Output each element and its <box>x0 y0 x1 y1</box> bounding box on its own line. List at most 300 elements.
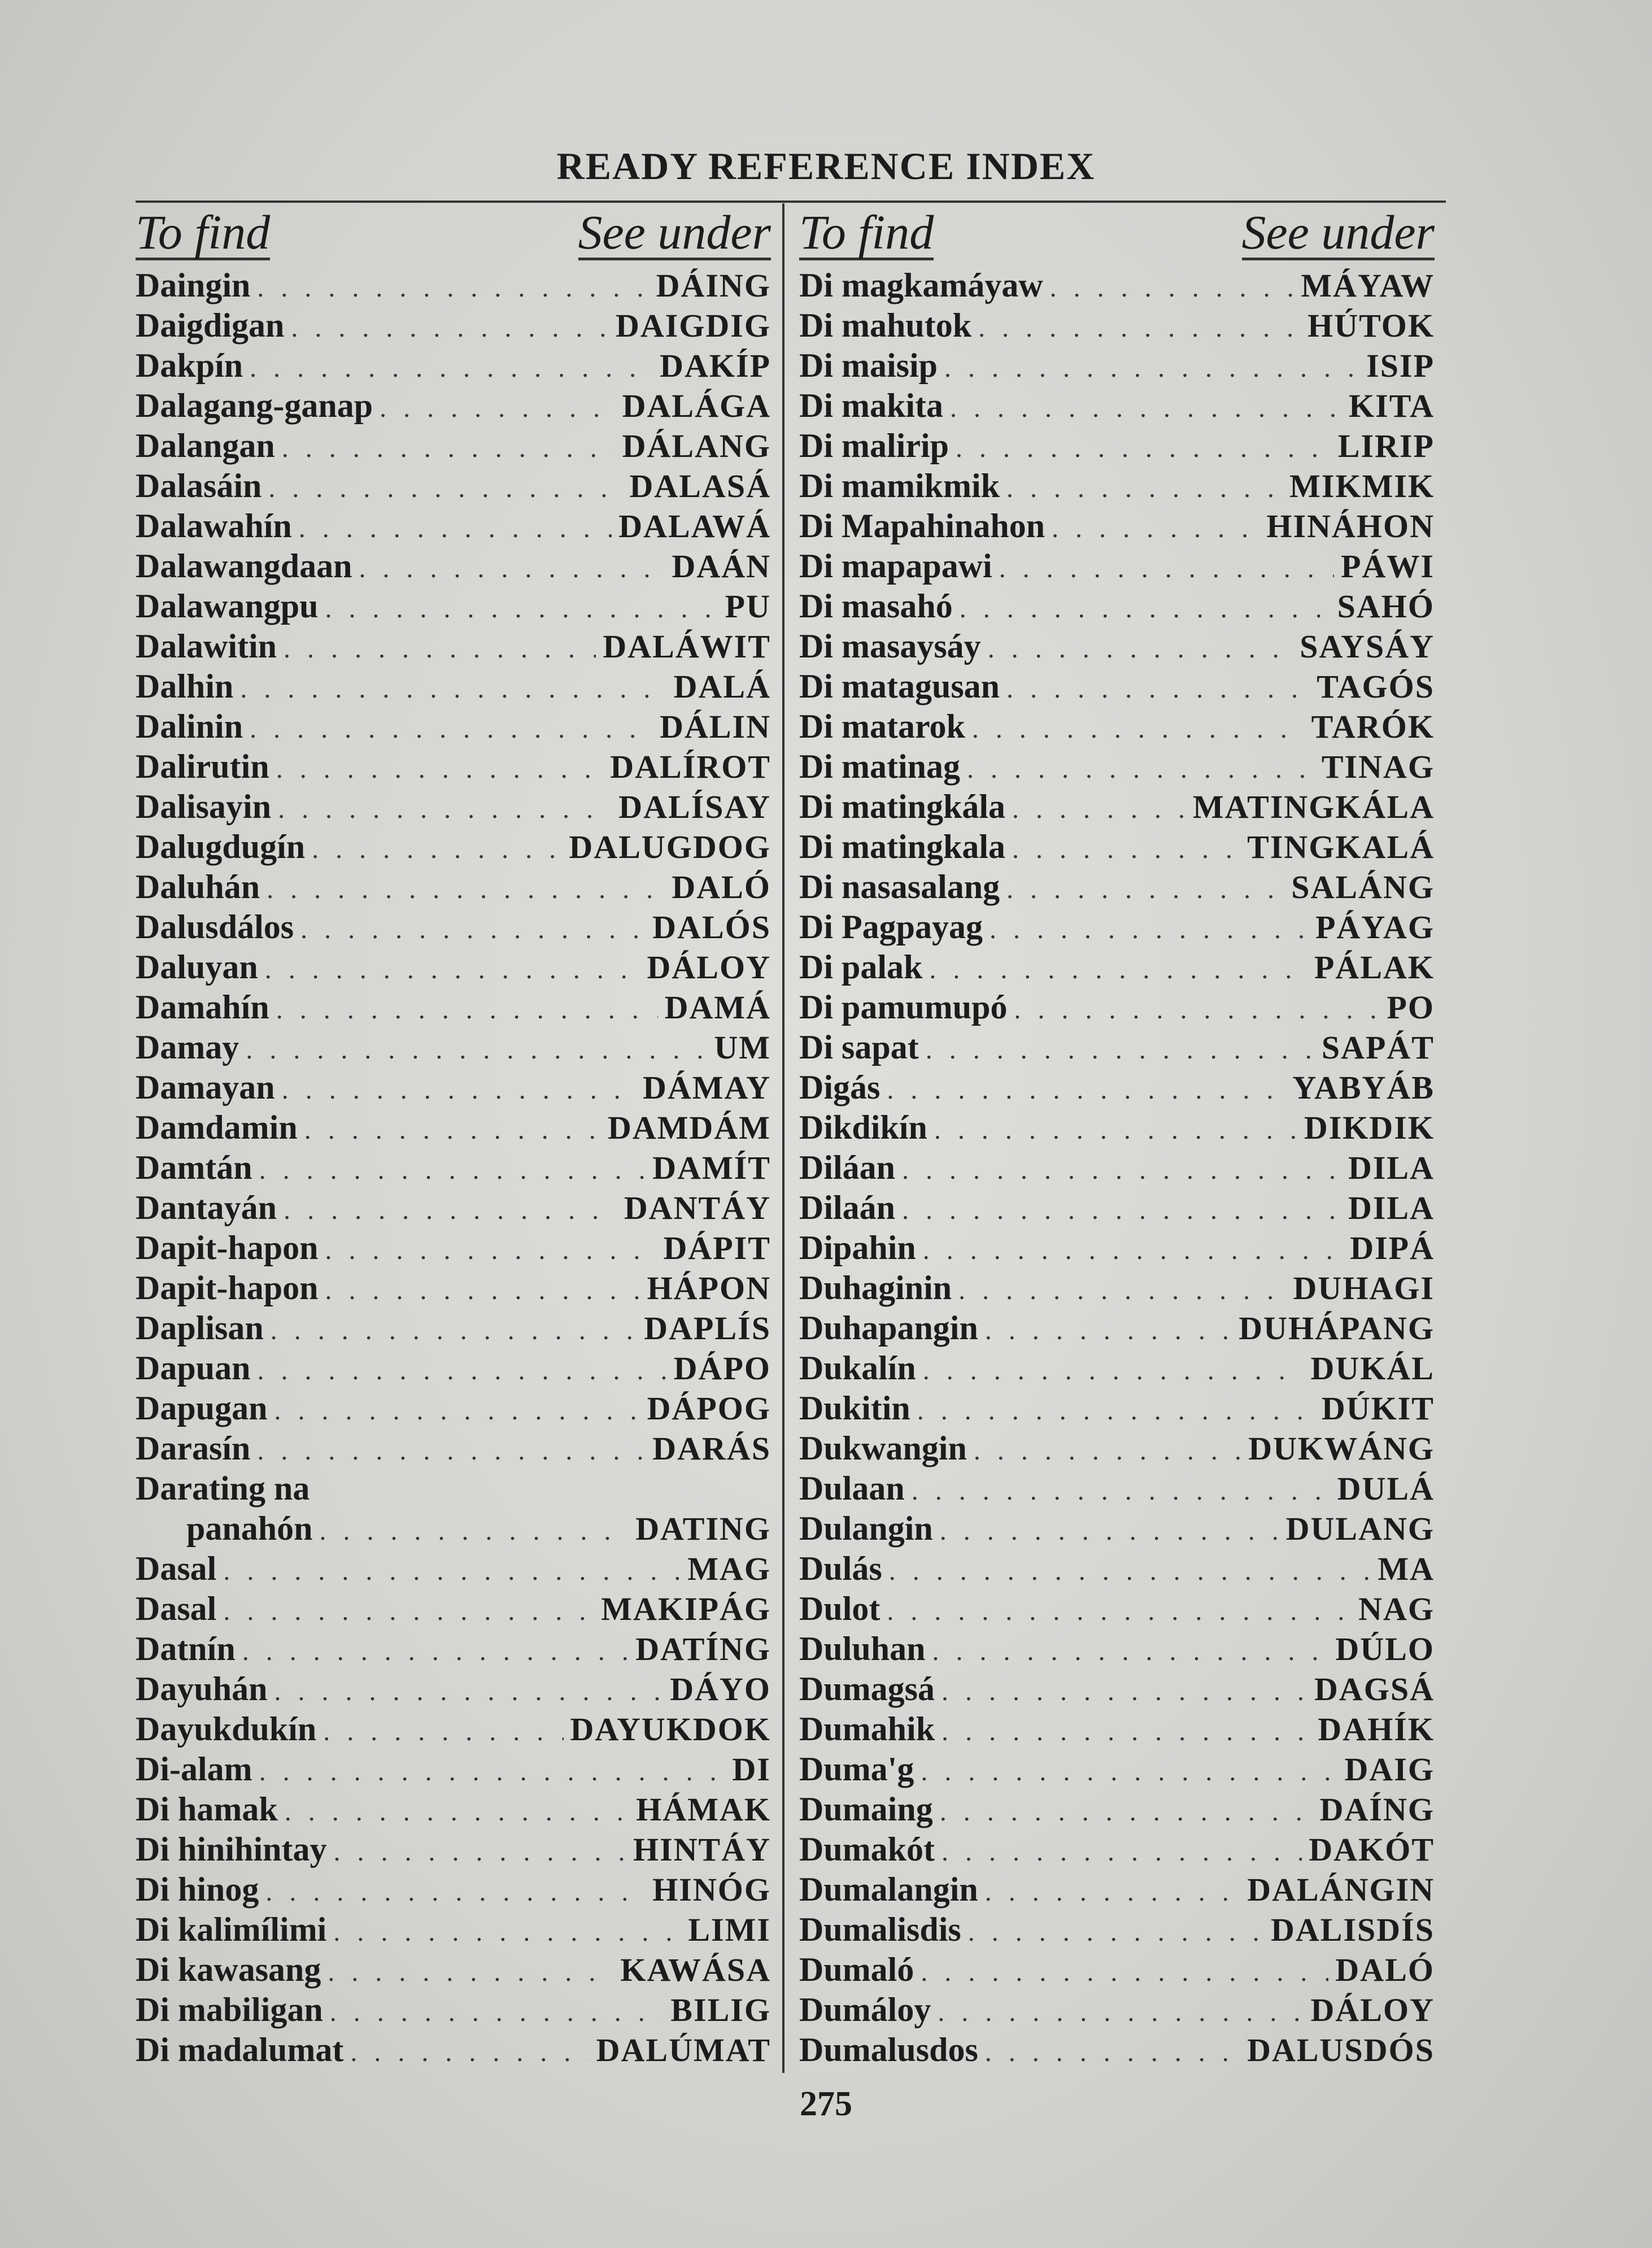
index-entry <box>136 666 777 707</box>
entry-term: Damdamin <box>136 1109 298 1146</box>
entry-term: Dumaing <box>799 1790 933 1828</box>
index-entry <box>799 1027 1440 1068</box>
leader-dots <box>967 749 1315 789</box>
entry-reference: KAWÁSA <box>620 1951 771 1988</box>
leader-dots <box>300 909 646 949</box>
entry-term: Di maisip <box>799 347 938 384</box>
entry-reference: DÁPO <box>673 1350 771 1387</box>
left-entry-list <box>136 265 777 2070</box>
entry-reference: DÁLIN <box>660 708 771 745</box>
index-entry <box>136 1950 777 1990</box>
index-entry <box>136 1027 777 1068</box>
leader-dots <box>985 1310 1232 1350</box>
index-entry <box>136 1108 777 1148</box>
leader-dots <box>268 468 622 508</box>
entry-reference: DUHÁPANG <box>1239 1310 1435 1347</box>
entry-reference: DULÁ <box>1337 1470 1435 1507</box>
index-entry <box>136 1348 777 1388</box>
leader-dots <box>968 1912 1264 1952</box>
leader-dots <box>278 789 612 829</box>
entry-reference: DÚLO <box>1335 1631 1435 1667</box>
entry-reference: NAG <box>1358 1591 1435 1627</box>
entry-reference: TINGKALÁ <box>1247 829 1435 865</box>
entry-term: Dulangin <box>799 1510 933 1547</box>
entry-term: Dumahik <box>799 1710 935 1748</box>
entry-reference: SALÁNG <box>1291 869 1435 905</box>
index-entry <box>136 1709 777 1749</box>
entry-term: Di masahó <box>799 587 953 625</box>
index-entry <box>799 426 1440 466</box>
index-entry <box>799 1549 1440 1589</box>
entry-reference: SAPÁT <box>1321 1029 1435 1066</box>
entry-reference: PÁLAK <box>1314 949 1435 986</box>
index-entry <box>799 947 1440 987</box>
entry-reference: DALÁWIT <box>603 628 771 665</box>
index-entry <box>799 1629 1440 1669</box>
entry-term: Dalangan <box>136 427 275 464</box>
index-entry <box>136 2030 777 2070</box>
leader-dots <box>958 1270 1286 1310</box>
entry-reference: KITA <box>1349 387 1435 424</box>
index-entry <box>136 1749 777 1789</box>
entry-term: Di Mapahinahon <box>799 507 1045 544</box>
entry-term: Di hinog <box>136 1871 259 1908</box>
entry-reference: DALÁ <box>673 668 771 705</box>
index-entry <box>799 1268 1440 1308</box>
entry-reference: DAIGDIG <box>615 307 771 344</box>
leader-dots <box>223 1591 594 1631</box>
entry-term: Dapit-hapon <box>136 1269 319 1306</box>
entry-reference: DALASÁ <box>629 468 771 504</box>
entry-term: panahón <box>186 1510 313 1547</box>
entry-reference: DAKÍP <box>660 347 771 384</box>
index-entry <box>799 907 1440 947</box>
leader-dots <box>276 749 604 789</box>
leader-dots <box>259 1752 726 1792</box>
leader-dots <box>923 1230 1343 1270</box>
leader-dots <box>223 1551 681 1591</box>
entry-term: Daplisan <box>136 1309 264 1347</box>
index-entry <box>799 2030 1440 2070</box>
leader-dots <box>284 629 596 669</box>
entry-reference: DALÁGA <box>622 387 771 424</box>
entry-term: Dalawangpu <box>136 587 319 625</box>
leader-dots <box>889 1551 1371 1591</box>
entry-term: Di mahutok <box>799 307 972 344</box>
index-entry <box>136 707 777 747</box>
leader-dots <box>271 1310 638 1350</box>
index-entry <box>136 1228 777 1268</box>
leader-dots <box>950 388 1342 428</box>
entry-reference: DALÍROT <box>610 748 771 785</box>
index-entry <box>136 787 777 827</box>
to-find-header: To find <box>799 207 934 260</box>
entry-term: Darating na <box>136 1470 310 1507</box>
entry-term: Darasín <box>136 1430 251 1467</box>
entry-term: Daigdigan <box>136 307 285 344</box>
leader-dots <box>999 548 1334 589</box>
entry-term: Dapit-hapon <box>136 1229 319 1266</box>
leader-dots <box>956 428 1331 468</box>
entry-reference: DAYUKDOK <box>570 1711 771 1748</box>
entry-term: Dulaan <box>799 1470 905 1507</box>
leader-dots <box>974 1431 1241 1471</box>
index-entry <box>136 586 777 626</box>
leader-dots <box>934 1110 1297 1150</box>
entry-reference: LIMI <box>688 1911 771 1948</box>
index-entry <box>136 546 777 586</box>
entry-reference: HINTÁY <box>633 1831 771 1868</box>
leader-dots <box>902 1150 1341 1190</box>
entry-reference: DÁPOG <box>647 1390 771 1427</box>
leader-dots <box>938 1992 1304 2032</box>
entry-term: Diláan <box>799 1149 896 1186</box>
leader-dots <box>1006 869 1284 909</box>
entry-reference: DÁING <box>656 267 771 304</box>
index-entry <box>799 1829 1440 1870</box>
entry-term: Dalawitin <box>136 628 277 665</box>
leader-dots <box>325 1230 656 1270</box>
leader-dots <box>941 1671 1307 1711</box>
entry-term: Dumagsá <box>799 1670 935 1707</box>
entry-term: Di mamikmik <box>799 467 1000 504</box>
leader-dots <box>972 709 1305 749</box>
entry-term: Dapugan <box>136 1389 268 1427</box>
entry-term: Damtán <box>136 1149 252 1186</box>
entry-term: Dayukdukín <box>136 1710 317 1748</box>
index-entry <box>136 1469 777 1509</box>
left-column-header <box>136 203 777 265</box>
entry-term: Di matagusan <box>799 668 1000 705</box>
leader-dots <box>887 1591 1352 1631</box>
entry-term: Dasal <box>136 1590 217 1627</box>
index-entry <box>136 626 777 666</box>
entry-reference: MAG <box>687 1550 771 1587</box>
entry-reference: HÁMAK <box>636 1791 771 1828</box>
index-entry <box>799 1990 1440 2030</box>
entry-reference: TARÓK <box>1311 708 1435 745</box>
index-entry <box>136 747 777 787</box>
entry-reference: HÁPON <box>647 1270 771 1306</box>
entry-reference: DAKÓT <box>1309 1831 1435 1868</box>
entry-term: Di matingkála <box>799 788 1006 825</box>
entry-reference: PÁWI <box>1341 548 1435 585</box>
entry-reference: DAHÍK <box>1318 1711 1435 1748</box>
entry-term: Di Pagpayag <box>799 908 983 946</box>
entry-term: Dumaló <box>799 1951 914 1988</box>
leader-dots <box>274 1671 663 1711</box>
leader-dots <box>291 308 609 348</box>
leader-dots <box>299 508 612 548</box>
index-entry <box>799 466 1440 506</box>
entry-reference: DALUSDÓS <box>1247 2032 1435 2068</box>
entry-reference: DÁYO <box>670 1671 771 1707</box>
entry-reference: SAHÓ <box>1337 588 1435 625</box>
entry-reference: DÁLANG <box>622 428 771 464</box>
leader-dots <box>359 548 665 589</box>
entry-term: Duhapangin <box>799 1309 978 1347</box>
leader-dots <box>330 1992 664 2032</box>
entry-reference: DAPLÍS <box>644 1310 771 1347</box>
index-entry <box>799 1469 1440 1509</box>
entry-term: Di nasasalang <box>799 868 1000 905</box>
entry-reference: HÚTOK <box>1307 307 1435 344</box>
entry-reference: DALAWÁ <box>618 508 771 544</box>
entry-reference: HINÓG <box>652 1871 771 1908</box>
index-entry <box>799 546 1440 586</box>
index-entry <box>136 1509 777 1549</box>
index-entry <box>136 1188 777 1228</box>
index-entry <box>136 1910 777 1950</box>
to-find-header: To find <box>136 207 270 260</box>
index-entry <box>799 1749 1440 1789</box>
index-entry <box>799 386 1440 426</box>
entry-reference: DAÍNG <box>1319 1791 1435 1828</box>
leader-dots <box>257 1350 666 1391</box>
right-entry-list <box>799 265 1440 2070</box>
leader-dots <box>923 1350 1304 1391</box>
top-rule <box>136 201 1446 203</box>
index-entry <box>136 1268 777 1308</box>
right-column-header <box>799 203 1440 265</box>
index-entry <box>136 827 777 867</box>
entry-term: Di kalimílimi <box>136 1911 327 1948</box>
entry-reference: DILA <box>1348 1190 1435 1226</box>
index-entry <box>799 827 1440 867</box>
see-under-header: See under <box>578 207 771 260</box>
leader-dots <box>902 1190 1341 1230</box>
see-under-header: See under <box>1242 207 1435 260</box>
entry-term: Dalugdugín <box>136 828 306 865</box>
leader-dots <box>265 1872 646 1912</box>
index-entry <box>799 1188 1440 1228</box>
entry-term: Dumalusdos <box>799 2031 978 2068</box>
index-entry <box>799 1950 1440 1990</box>
index-entry <box>136 1589 777 1629</box>
entry-reference: DAÁN <box>672 548 771 585</box>
entry-term: Dukwangin <box>799 1430 967 1467</box>
index-entry <box>799 867 1440 907</box>
entry-term: Di mabiligan <box>136 1991 323 2028</box>
index-entry <box>799 506 1440 546</box>
leader-dots <box>1012 789 1186 829</box>
leader-dots <box>926 1030 1315 1070</box>
entry-term: Di palak <box>799 948 923 986</box>
index-entry <box>799 787 1440 827</box>
index-entry <box>136 466 777 506</box>
entry-term: Di sapat <box>799 1029 919 1066</box>
index-entry <box>799 1870 1440 1910</box>
page-number: 275 <box>800 2085 852 2123</box>
leader-dots <box>988 629 1293 669</box>
index-entry <box>799 586 1440 626</box>
leader-dots <box>267 869 665 909</box>
entry-reference: DI <box>732 1751 771 1788</box>
entry-reference: YABYÁB <box>1292 1069 1435 1106</box>
entry-term: Duhaginin <box>799 1269 952 1306</box>
leader-dots <box>323 1711 563 1752</box>
entry-term: Dilaán <box>799 1189 896 1226</box>
entry-reference: DALÚMAT <box>596 2032 771 2068</box>
entry-reference: DAMDÁM <box>607 1109 771 1146</box>
index-entry <box>136 386 777 426</box>
leader-dots <box>941 1832 1302 1872</box>
entry-reference: DÁMAY <box>643 1069 771 1106</box>
leader-dots <box>944 348 1359 388</box>
leader-dots <box>328 1952 613 1992</box>
entry-reference: ISIP <box>1366 347 1435 384</box>
leader-dots <box>250 348 653 388</box>
leader-dots <box>941 1711 1311 1752</box>
leader-dots <box>978 308 1301 348</box>
index-entry <box>136 947 777 987</box>
entry-term: Dalirutin <box>136 748 269 785</box>
entry-reference: DULANG <box>1285 1510 1435 1547</box>
index-entry <box>799 1428 1440 1469</box>
index-entry <box>136 306 777 346</box>
entry-term: Dalasáin <box>136 467 262 504</box>
leader-dots <box>960 589 1331 629</box>
leader-dots <box>333 1832 626 1872</box>
entry-term: Dalawahín <box>136 507 292 544</box>
index-entry <box>799 1348 1440 1388</box>
entry-reference: DALÍSAY <box>618 788 771 825</box>
entry-reference: MIKMIK <box>1289 468 1435 504</box>
leader-dots <box>940 1792 1313 1832</box>
index-entry <box>799 1068 1440 1108</box>
entry-reference: DAMÍT <box>652 1149 771 1186</box>
leader-dots <box>333 1912 681 1952</box>
entry-term: Di kawasang <box>136 1951 321 1988</box>
leader-dots <box>917 1391 1315 1431</box>
index-entry <box>799 1308 1440 1348</box>
entry-reference: PÁYAG <box>1315 909 1435 946</box>
entry-term: Daluhán <box>136 868 260 905</box>
page-heading: READY REFERENCE INDEX <box>556 145 1096 188</box>
entry-reference: DAMÁ <box>664 989 771 1026</box>
index-entry <box>136 1308 777 1348</box>
entry-reference: TAGÓS <box>1317 668 1435 705</box>
right-column <box>799 203 1440 2070</box>
entry-term: Dumalangin <box>799 1871 978 1908</box>
entry-term: Dalinin <box>136 708 243 745</box>
entry-reference: DATÍNG <box>635 1631 771 1667</box>
entry-term: Duluhan <box>799 1630 926 1667</box>
entry-term: Di matinag <box>799 748 960 785</box>
leader-dots <box>1052 508 1259 548</box>
entry-term: Digás <box>799 1069 881 1106</box>
index-entry <box>799 707 1440 747</box>
leader-dots <box>242 1631 629 1671</box>
leader-dots <box>257 1431 646 1471</box>
leader-dots <box>940 1511 1279 1551</box>
index-entry <box>136 907 777 947</box>
entry-reference: DALÓ <box>672 869 771 905</box>
entry-reference: DILA <box>1348 1149 1435 1186</box>
leader-dots <box>921 1752 1337 1792</box>
leader-dots <box>380 388 616 428</box>
leader-dots <box>250 709 653 749</box>
index-entry <box>799 987 1440 1027</box>
entry-term: Di matingkala <box>799 828 1006 865</box>
entry-reference: DUKWÁNG <box>1248 1430 1435 1467</box>
index-entry <box>136 265 777 306</box>
entry-reference: SAYSÁY <box>1300 628 1435 665</box>
entry-reference: DARÁS <box>652 1430 771 1467</box>
leader-dots <box>304 1110 601 1150</box>
index-entry <box>799 626 1440 666</box>
entry-reference: DÁLOY <box>1310 1992 1435 2028</box>
entry-reference: UM <box>714 1029 771 1066</box>
leader-dots <box>985 1872 1240 1912</box>
entry-reference: MA <box>1378 1550 1435 1587</box>
entry-reference: DALUGDOG <box>569 829 771 865</box>
leader-dots <box>312 829 562 869</box>
index-entry <box>799 265 1440 306</box>
index-entry <box>136 1990 777 2030</box>
entry-term: Di madalumat <box>136 2031 344 2068</box>
entry-term: Di matarok <box>799 708 965 745</box>
leader-dots <box>282 428 616 468</box>
entry-term: Di hinihintay <box>136 1831 327 1868</box>
entry-term: Dalagang-ganap <box>136 387 373 424</box>
entry-term: Dipahin <box>799 1229 916 1266</box>
index-entry <box>799 1669 1440 1709</box>
leader-dots <box>1012 829 1240 869</box>
index-entry <box>799 346 1440 386</box>
index-entry <box>136 1388 777 1428</box>
index-entry <box>136 1870 777 1910</box>
entry-reference: PU <box>725 588 771 625</box>
entry-reference: BILIG <box>670 1992 771 2028</box>
entry-term: Dukalín <box>799 1349 916 1387</box>
entry-term: Daingin <box>136 267 251 304</box>
entry-term: Dalusdálos <box>136 908 294 946</box>
entry-term: Datnín <box>136 1630 236 1667</box>
entry-term: Dumakót <box>799 1831 935 1868</box>
leader-dots <box>257 268 649 308</box>
index-entry <box>799 1108 1440 1148</box>
leader-dots <box>246 1030 707 1070</box>
index-entry <box>799 1228 1440 1268</box>
leader-dots <box>1006 669 1310 709</box>
index-entry <box>136 1549 777 1589</box>
entry-term: Dukitin <box>799 1389 910 1427</box>
index-entry <box>799 1509 1440 1549</box>
entry-term: Daluyan <box>136 948 258 986</box>
entry-reference: DAGSÁ <box>1314 1671 1435 1707</box>
index-entry <box>136 1829 777 1870</box>
entry-reference: LIRIP <box>1337 428 1435 464</box>
entry-reference: DALÓS <box>652 909 771 946</box>
leader-dots <box>350 2032 589 2072</box>
entry-reference: DALISDÍS <box>1271 1911 1435 1948</box>
entry-reference: PO <box>1387 989 1435 1026</box>
leader-dots <box>990 909 1309 949</box>
entry-reference: TINAG <box>1321 748 1435 785</box>
entry-term: Dakpín <box>136 347 243 384</box>
entry-reference: MATINGKÁLA <box>1192 788 1435 825</box>
leader-dots <box>265 949 640 990</box>
leader-dots <box>929 949 1307 990</box>
leader-dots <box>284 1190 617 1230</box>
index-entry <box>136 867 777 907</box>
entry-term: Damayan <box>136 1069 275 1106</box>
leader-dots <box>282 1070 636 1110</box>
entry-reference: DÁPIT <box>663 1230 771 1266</box>
index-entry <box>136 426 777 466</box>
entry-reference: DÚKIT <box>1321 1390 1435 1427</box>
